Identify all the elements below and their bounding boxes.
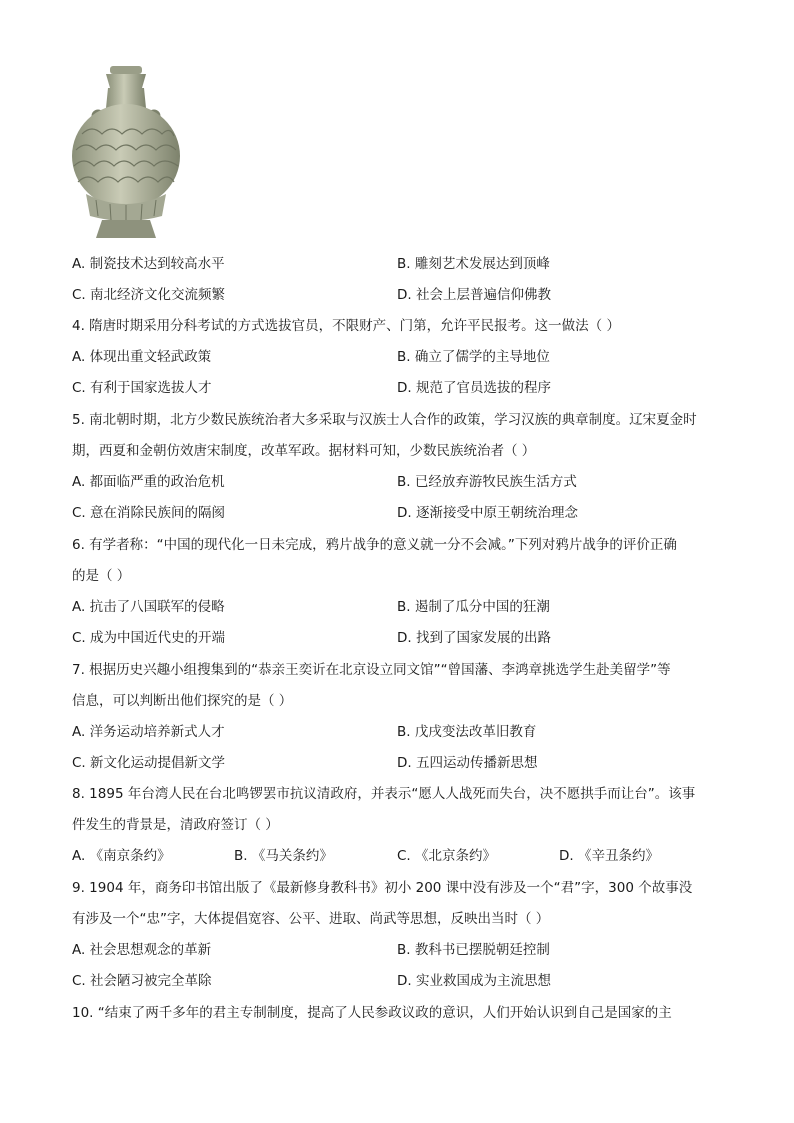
q3-option-c[interactable]: C. 南北经济文化交流频繁 — [72, 287, 226, 303]
q5-stem-line2: 期，西夏和金朝仿效唐宋制度，改革军政。据材料可知，少数民族统治者（ ） — [72, 443, 536, 459]
q5-option-b[interactable]: B. 已经放弃游牧民族生活方式 — [397, 474, 577, 490]
q6-stem-line2: 的是（ ） — [72, 568, 131, 584]
q9-option-c[interactable]: C. 社会陋习被完全革除 — [72, 973, 212, 989]
q8-option-a[interactable]: A. 《南京条约》 — [72, 848, 171, 864]
q6-option-d[interactable]: D. 找到了国家发展的出路 — [397, 630, 551, 646]
q5-option-c[interactable]: C. 意在消除民族间的隔阂 — [72, 505, 226, 521]
q9-stem-line2: 有涉及一个“忠”字，大体提倡宽容、公平、进取、尚武等思想，反映出当时（ ） — [72, 911, 550, 927]
q9-stem-line1: 9. 1904 年，商务印书馆出版了《最新修身教科书》初小 200 课中没有涉及一个“君”字，300 个故事没 — [72, 880, 693, 896]
q3-option-d[interactable]: D. 社会上层普遍信仰佛教 — [397, 287, 551, 303]
q5-option-d[interactable]: D. 逐渐接受中原王朝统治理念 — [397, 505, 578, 521]
q4-option-c[interactable]: C. 有利于国家选拔人才 — [72, 380, 212, 396]
q8-option-d[interactable]: D. 《辛丑条约》 — [559, 848, 659, 864]
q6-stem-line1: 6. 有学者称：“中国的现代化一日未完成，鸦片战争的意义就一分不会减。”下列对鸦片战争的评价正确 — [72, 537, 677, 553]
q6-option-c[interactable]: C. 成为中国近代史的开端 — [72, 630, 226, 646]
q4-option-a[interactable]: A. 体现出重文轻武政策 — [72, 349, 212, 365]
q4-option-d[interactable]: D. 规范了官员选拔的程序 — [397, 380, 551, 396]
q4-option-b[interactable]: B. 确立了儒学的主导地位 — [397, 349, 550, 365]
q6-option-b[interactable]: B. 遏制了瓜分中国的狂潮 — [397, 599, 550, 615]
q6-option-a[interactable]: A. 抗击了八国联军的侵略 — [72, 599, 225, 615]
q7-option-b[interactable]: B. 戊戌变法改革旧教育 — [397, 724, 537, 740]
q7-option-d[interactable]: D. 五四运动传播新思想 — [397, 755, 538, 771]
q7-option-a[interactable]: A. 洋务运动培养新式人才 — [72, 724, 225, 740]
q3-option-a[interactable]: A. 制瓷技术达到较高水平 — [72, 256, 225, 272]
q7-option-c[interactable]: C. 新文化运动提倡新文学 — [72, 755, 226, 771]
q8-option-b[interactable]: B. 《马关条约》 — [234, 848, 333, 864]
q9-option-d[interactable]: D. 实业救国成为主流思想 — [397, 973, 551, 989]
q5-stem-line1: 5. 南北朝时期，北方少数民族统治者大多采取与汉族士人合作的政策，学习汉族的典章制度。辽宋夏金时 — [72, 412, 697, 428]
q9-option-b[interactable]: B. 教科书已摆脱朝廷控制 — [397, 942, 550, 958]
q8-stem-line2: 件发生的背景是，清政府签订（ ） — [72, 817, 279, 833]
q9-option-a[interactable]: A. 社会思想观念的革新 — [72, 942, 212, 958]
q8-option-c[interactable]: C. 《北京条约》 — [397, 848, 497, 864]
q10-stem-line1: 10. “结束了两千多年的君主专制制度，提高了人民参政议政的意识，人们开始认识到自己是国家的主 — [72, 1005, 672, 1021]
q7-stem-line2: 信息，可以判断出他们探究的是（ ） — [72, 693, 293, 709]
q3-option-b[interactable]: B. 雕刻艺术发展达到顶峰 — [397, 256, 550, 272]
q8-stem-line1: 8. 1895 年台湾人民在台北鸣锣罢市抗议清政府，并表示“愿人人战死而失台，决不愿拱手而让台”。该事 — [72, 786, 696, 802]
q5-option-a[interactable]: A. 都面临严重的政治危机 — [72, 474, 225, 490]
q4-stem: 4. 隋唐时期采用分科考试的方式选拔官员，不限财产、门第，允许平民报考。这一做法（ ） — [72, 318, 620, 334]
q7-stem-line1: 7. 根据历史兴趣小组搜集到的“恭亲王奕䜣在北京设立同文馆”“曾国藩、李鸿章挑选学生赴美留学”等 — [72, 662, 671, 678]
celadon-vessel-image — [66, 64, 186, 242]
